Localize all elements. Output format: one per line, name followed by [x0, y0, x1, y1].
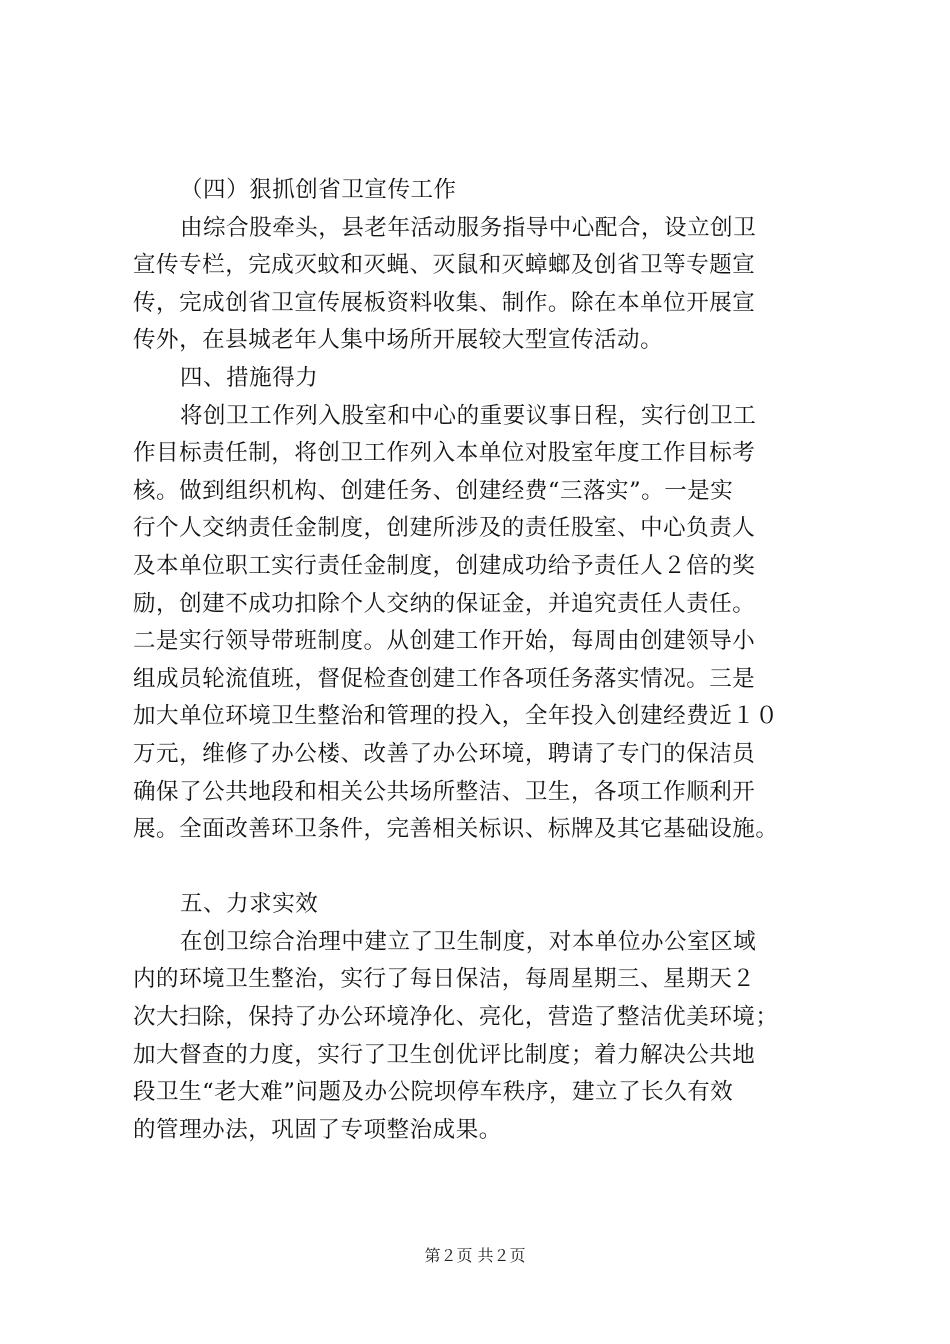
- paragraph-line: 二是实行领导带班制度。从创建工作开始，每周由创建领导小: [133, 628, 756, 655]
- paragraph-line: 传外，在县城老年人集中场所开展较大型宣传活动。: [133, 327, 664, 354]
- paragraph-line: 作目标责任制，将创卫工作列入本单位对股室年度工作目标考: [133, 440, 756, 467]
- paragraph-line: 宣传专栏，完成灭蚊和灭蝇、灭鼠和灭蟑螂及创省卫等专题宣: [133, 252, 756, 279]
- paragraph-line: 行个人交纳责任金制度，创建所涉及的责任股室、中心负责人: [133, 515, 756, 542]
- paragraph-line: 在创卫综合治理中建立了卫生制度，对本单位办公室区域: [180, 928, 757, 955]
- paragraph-line: 核。做到组织机构、创建任务、创建经费“三落实”。一是实: [133, 477, 734, 504]
- paragraph-line: 确保了公共地段和相关公共场所整洁、卫生，各项工作顺利开: [133, 778, 756, 805]
- page-number: 第２页 共２页: [424, 1246, 526, 1265]
- blank-line: [133, 849, 833, 887]
- paragraph-line: 由综合股牵头，县老年活动服务指导中心配合，设立创卫: [180, 214, 757, 241]
- paragraph-line: 的管理办法，巩固了专项整治成果。: [133, 1116, 502, 1143]
- section-heading-results: 五、力求实效: [180, 891, 319, 918]
- paragraph-line: 段卫生“老大难”问题及办公院坝停车秩序，建立了长久有效: [133, 1079, 734, 1106]
- paragraph-line: 内的环境卫生整治，实行了每日保洁，每周星期三、星期天２: [133, 966, 756, 993]
- paragraph-line: 展。全面改善环卫条件，完善相关标识、标牌及其它基础设施。: [133, 816, 779, 843]
- paragraph-line: 组成员轮流值班，督促检查创建工作各项任务落实情况。三是: [133, 665, 756, 692]
- paragraph-line: 万元，维修了办公楼、改善了办公环境，聘请了专门的保洁员: [133, 740, 756, 767]
- section-heading-measures: 四、措施得力: [180, 364, 319, 391]
- document-body: [133, 172, 833, 1149]
- paragraph-line: 传，完成创省卫宣传展板资料收集、制作。除在本单位开展宣: [133, 289, 756, 316]
- section-heading-publicity: （四）狠抓创省卫宣传工作: [180, 177, 457, 203]
- paragraph-line: 加大单位环境卫生整治和管理的投入，全年投入创建经费近１０: [133, 703, 779, 730]
- paragraph-line: 次大扫除，保持了办公环境净化、亮化，营造了整洁优美环境；: [133, 1004, 779, 1031]
- paragraph-line: 加大督查的力度，实行了卫生创优评比制度；着力解决公共地: [133, 1041, 756, 1068]
- paragraph-line: 及本单位职工实行责任金制度，创建成功给予责任人２倍的奖: [133, 552, 756, 579]
- paragraph-line: 励，创建不成功扣除个人交纳的保证金，并追究责任人责任。: [133, 590, 756, 617]
- page-footer: [0, 1245, 950, 1267]
- paragraph-line: 将创卫工作列入股室和中心的重要议事日程，实行创卫工: [180, 402, 757, 429]
